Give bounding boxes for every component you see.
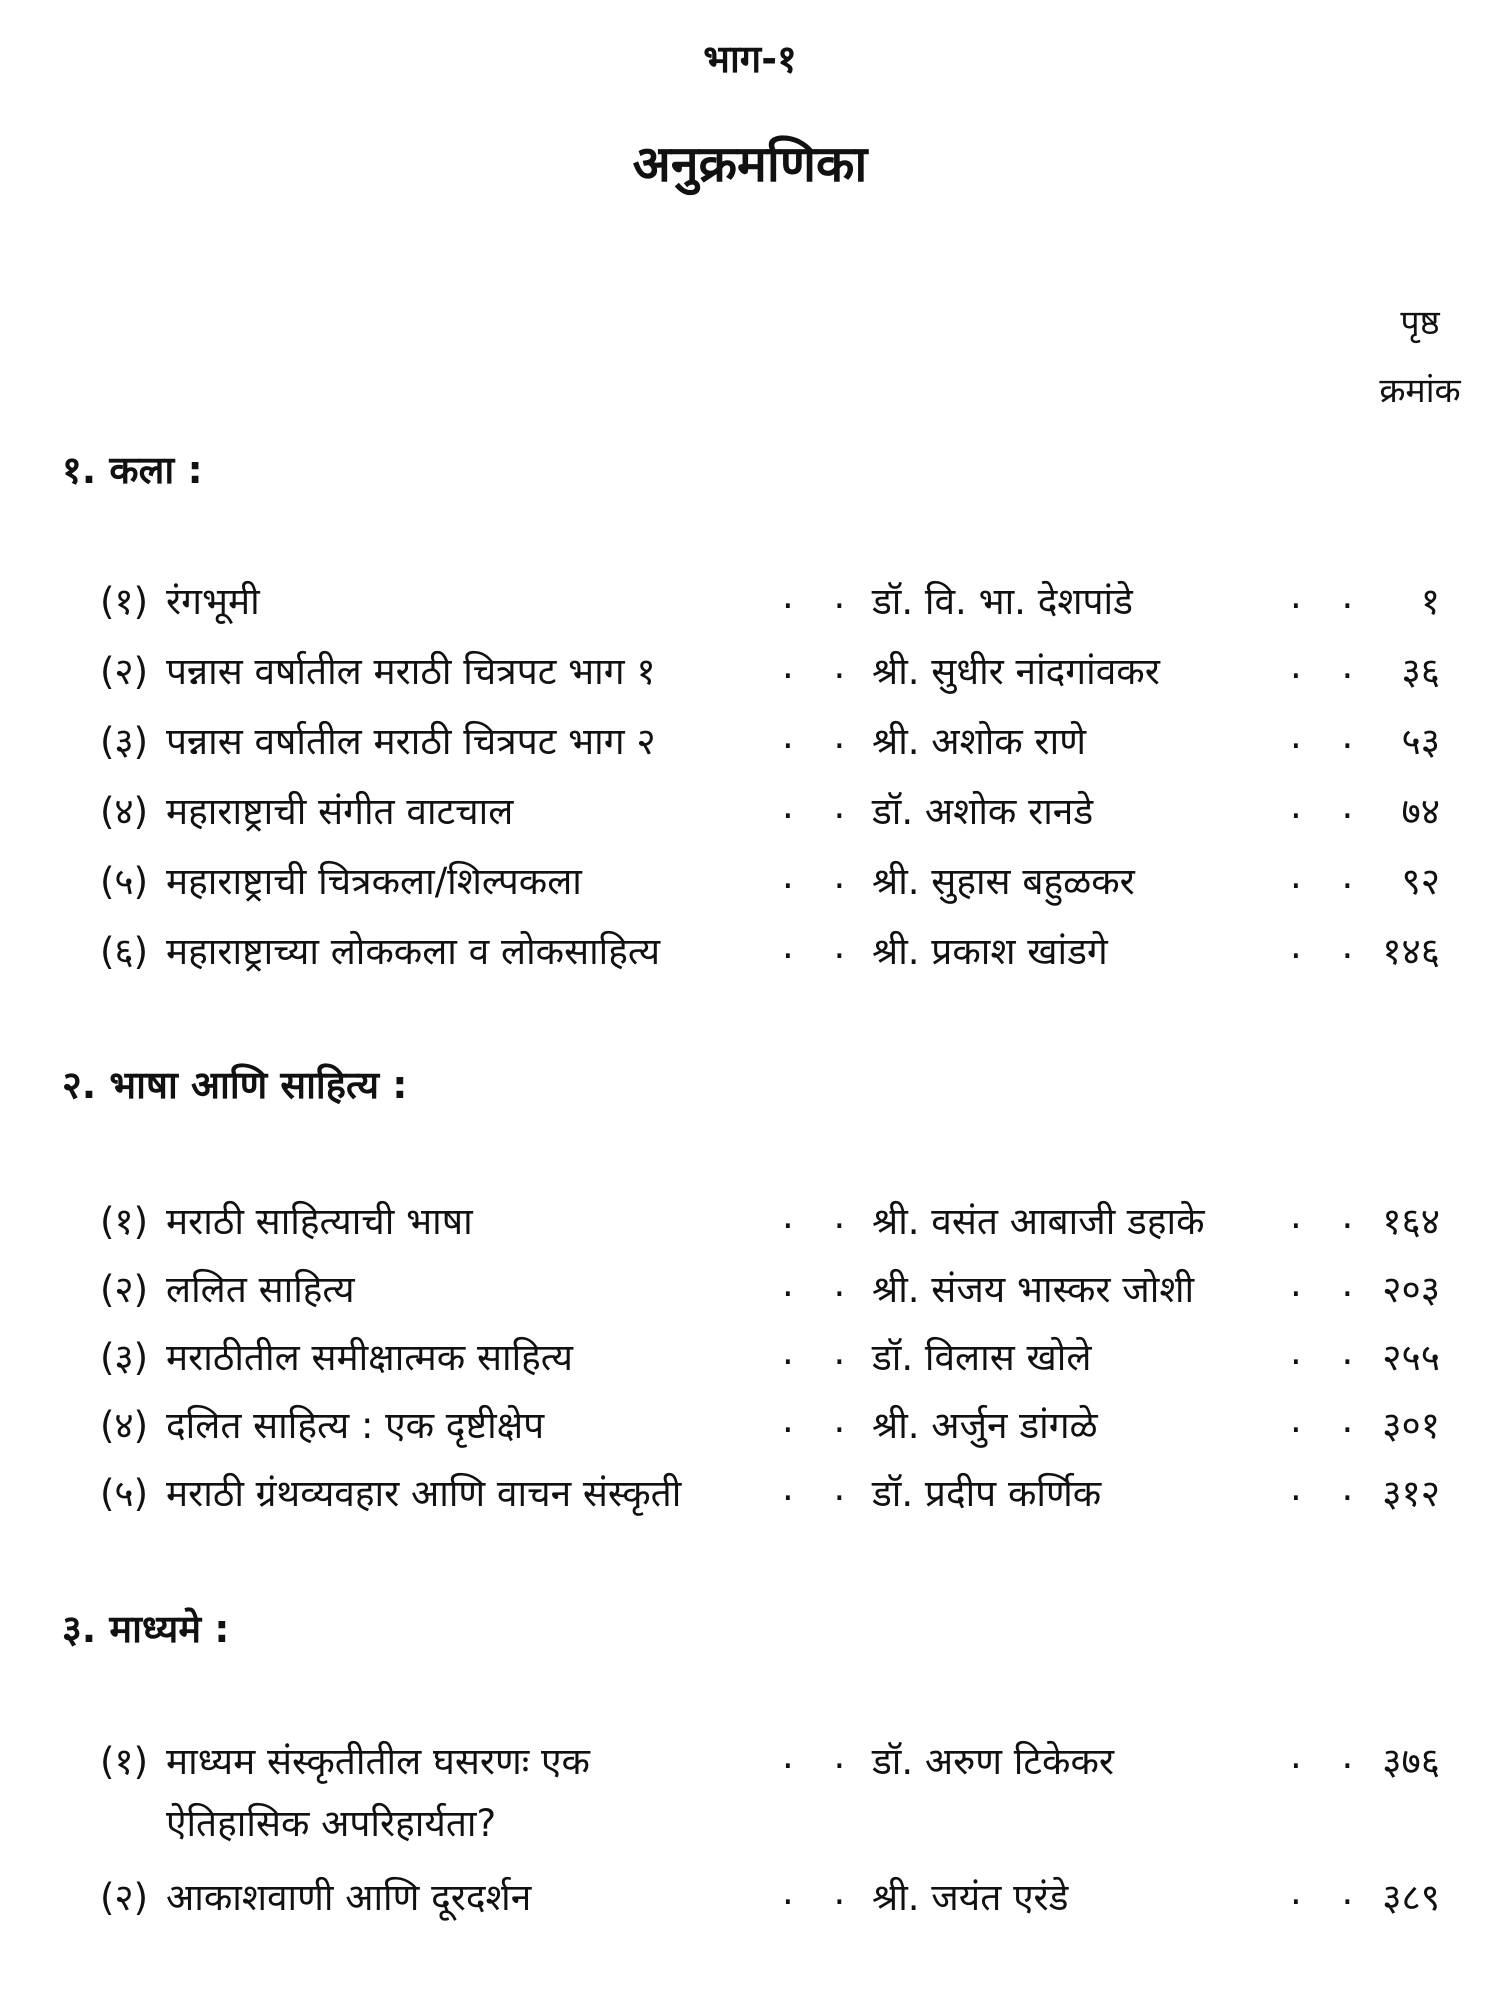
leader-dots: . . <box>782 1466 860 1509</box>
leader-dots: . . <box>782 1398 860 1441</box>
leader-dots: . . <box>1290 1466 1368 1509</box>
leader-dots: . . <box>1290 924 1368 967</box>
entry-author: श्री. संजय भास्कर जोशी <box>872 1268 1195 1311</box>
leader-dots: . . <box>782 644 860 687</box>
toc-entry <box>0 1262 1500 1311</box>
entry-number: (३) <box>100 1336 149 1379</box>
entry-title: पन्नास वर्षातील मराठी चित्रपट भाग २ <box>166 720 656 763</box>
part-title: भाग-१ <box>703 37 797 81</box>
leader-dots: . . <box>1290 784 1368 827</box>
entry-author: श्री. प्रकाश खांडगे <box>872 930 1108 973</box>
entry-title: मराठी ग्रंथव्यवहार आणि वाचन संस्कृती <box>166 1472 682 1515</box>
entry-page-number: २५५ <box>1382 1336 1440 1379</box>
entry-author: श्री. अर्जुन डांगळे <box>872 1404 1098 1447</box>
leader-dots: . . <box>782 1194 860 1237</box>
leader-dots: . . <box>1290 1194 1368 1237</box>
entry-number: (१) <box>100 1200 149 1243</box>
entry-number: (२) <box>100 1876 149 1919</box>
entry-page-number: ३८९ <box>1382 1876 1440 1919</box>
leader-dots: . . <box>1290 1398 1368 1441</box>
entry-title: रंगभूमी <box>166 580 260 623</box>
toc-entry <box>0 644 1500 693</box>
entry-page-number: १४६ <box>1382 930 1440 973</box>
leader-dots: . . <box>1290 1262 1368 1305</box>
toc-entry <box>0 854 1500 903</box>
entry-page-number: ३०१ <box>1382 1404 1440 1447</box>
leader-dots: . . <box>782 924 860 967</box>
entry-author: डॉ. वि. भा. देशपांडे <box>872 580 1133 623</box>
leader-dots: . . <box>782 1330 860 1373</box>
leader-dots: . . <box>1290 644 1368 687</box>
leader-dots: . . <box>782 574 860 617</box>
section-heading-media: ३. माध्यमे : <box>62 1607 230 1651</box>
toc-entry <box>0 1734 1500 1845</box>
entry-number: (६) <box>100 930 149 973</box>
entry-title: महाराष्ट्राची संगीत वाटचाल <box>166 790 514 833</box>
entry-number: (२) <box>100 650 149 693</box>
leader-dots: . . <box>1290 854 1368 897</box>
entry-number: (४) <box>100 1404 149 1447</box>
leader-dots: . . <box>782 784 860 827</box>
entry-page-number: ७४ <box>1401 790 1440 833</box>
entry-page-number: ३७६ <box>1382 1740 1440 1783</box>
toc-entry <box>0 714 1500 763</box>
page-column-heading-line1: पृष्ठ <box>1400 303 1440 343</box>
entry-page-number: १ <box>1420 580 1440 623</box>
entry-title-continuation: ऐतिहासिक अपरिहार्यता? <box>166 1802 497 1845</box>
page-title: अनुक्रमणिका <box>632 135 868 193</box>
toc-entry <box>0 1870 1500 1919</box>
leader-dots: . . <box>1290 1330 1368 1373</box>
entry-page-number: १६४ <box>1382 1200 1440 1243</box>
entry-title: मराठी साहित्याची भाषा <box>166 1200 473 1243</box>
entry-author: श्री. अशोक राणे <box>872 720 1086 763</box>
toc-entry <box>0 574 1500 623</box>
entry-page-number: ३६ <box>1401 650 1440 693</box>
leader-dots: . . <box>1290 1734 1368 1777</box>
toc-entry <box>0 1466 1500 1515</box>
entry-title: पन्नास वर्षातील मराठी चित्रपट भाग १ <box>166 650 656 693</box>
entry-title: मराठीतील समीक्षात्मक साहित्य <box>166 1336 573 1379</box>
entry-author: डॉ. अशोक रानडे <box>872 790 1094 833</box>
leader-dots: . . <box>782 1734 860 1777</box>
leader-dots: . . <box>782 1262 860 1305</box>
entry-page-number: ३१२ <box>1382 1472 1440 1515</box>
entry-number: (४) <box>100 790 149 833</box>
leader-dots: . . <box>782 1870 860 1913</box>
entry-number: (३) <box>100 720 149 763</box>
toc-entry <box>0 924 1500 973</box>
entry-title: आकाशवाणी आणि दूरदर्शन <box>166 1876 532 1919</box>
entry-page-number: ५३ <box>1401 720 1440 763</box>
entry-author: डॉ. प्रदीप कर्णिक <box>872 1472 1102 1515</box>
leader-dots: . . <box>1290 1870 1368 1913</box>
leader-dots: . . <box>782 854 860 897</box>
entry-number: (२) <box>100 1268 149 1311</box>
entry-number: (१) <box>100 580 149 623</box>
entry-page-number: ९२ <box>1401 860 1440 903</box>
entry-number: (५) <box>100 860 149 903</box>
entry-author: श्री. वसंत आबाजी डहाके <box>872 1200 1205 1243</box>
section-heading-art: १. कला : <box>62 448 203 492</box>
page-column-heading-line2: क्रमांक <box>1379 371 1461 411</box>
entry-author: डॉ. अरुण टिकेकर <box>872 1740 1115 1783</box>
entry-title: ललित साहित्य <box>166 1268 355 1311</box>
toc-entry <box>0 1398 1500 1447</box>
leader-dots: . . <box>1290 714 1368 757</box>
entry-author: डॉ. विलास खोले <box>872 1336 1092 1379</box>
leader-dots: . . <box>782 714 860 757</box>
toc-entry <box>0 784 1500 833</box>
entry-author: श्री. जयंत एरंडे <box>872 1876 1069 1919</box>
toc-entry <box>0 1330 1500 1379</box>
entry-title: माध्यम संस्कृतीतील घसरणः एक <box>166 1740 590 1783</box>
entry-title: महाराष्ट्राची चित्रकला/शिल्पकला <box>166 860 582 903</box>
entry-number: (१) <box>100 1740 149 1783</box>
entry-author: श्री. सुधीर नांदगांवकर <box>872 650 1160 693</box>
toc-entry <box>0 1194 1500 1243</box>
entry-page-number: २०३ <box>1382 1268 1440 1311</box>
leader-dots: . . <box>1290 574 1368 617</box>
entry-number: (५) <box>100 1472 149 1515</box>
entry-title: महाराष्ट्राच्या लोककला व लोकसाहित्य <box>166 930 661 973</box>
entry-author: श्री. सुहास बहुळकर <box>872 860 1135 903</box>
entry-title: दलित साहित्य : एक दृष्टीक्षेप <box>166 1404 545 1447</box>
section-heading-language-literature: २. भाषा आणि साहित्य : <box>62 1063 408 1107</box>
